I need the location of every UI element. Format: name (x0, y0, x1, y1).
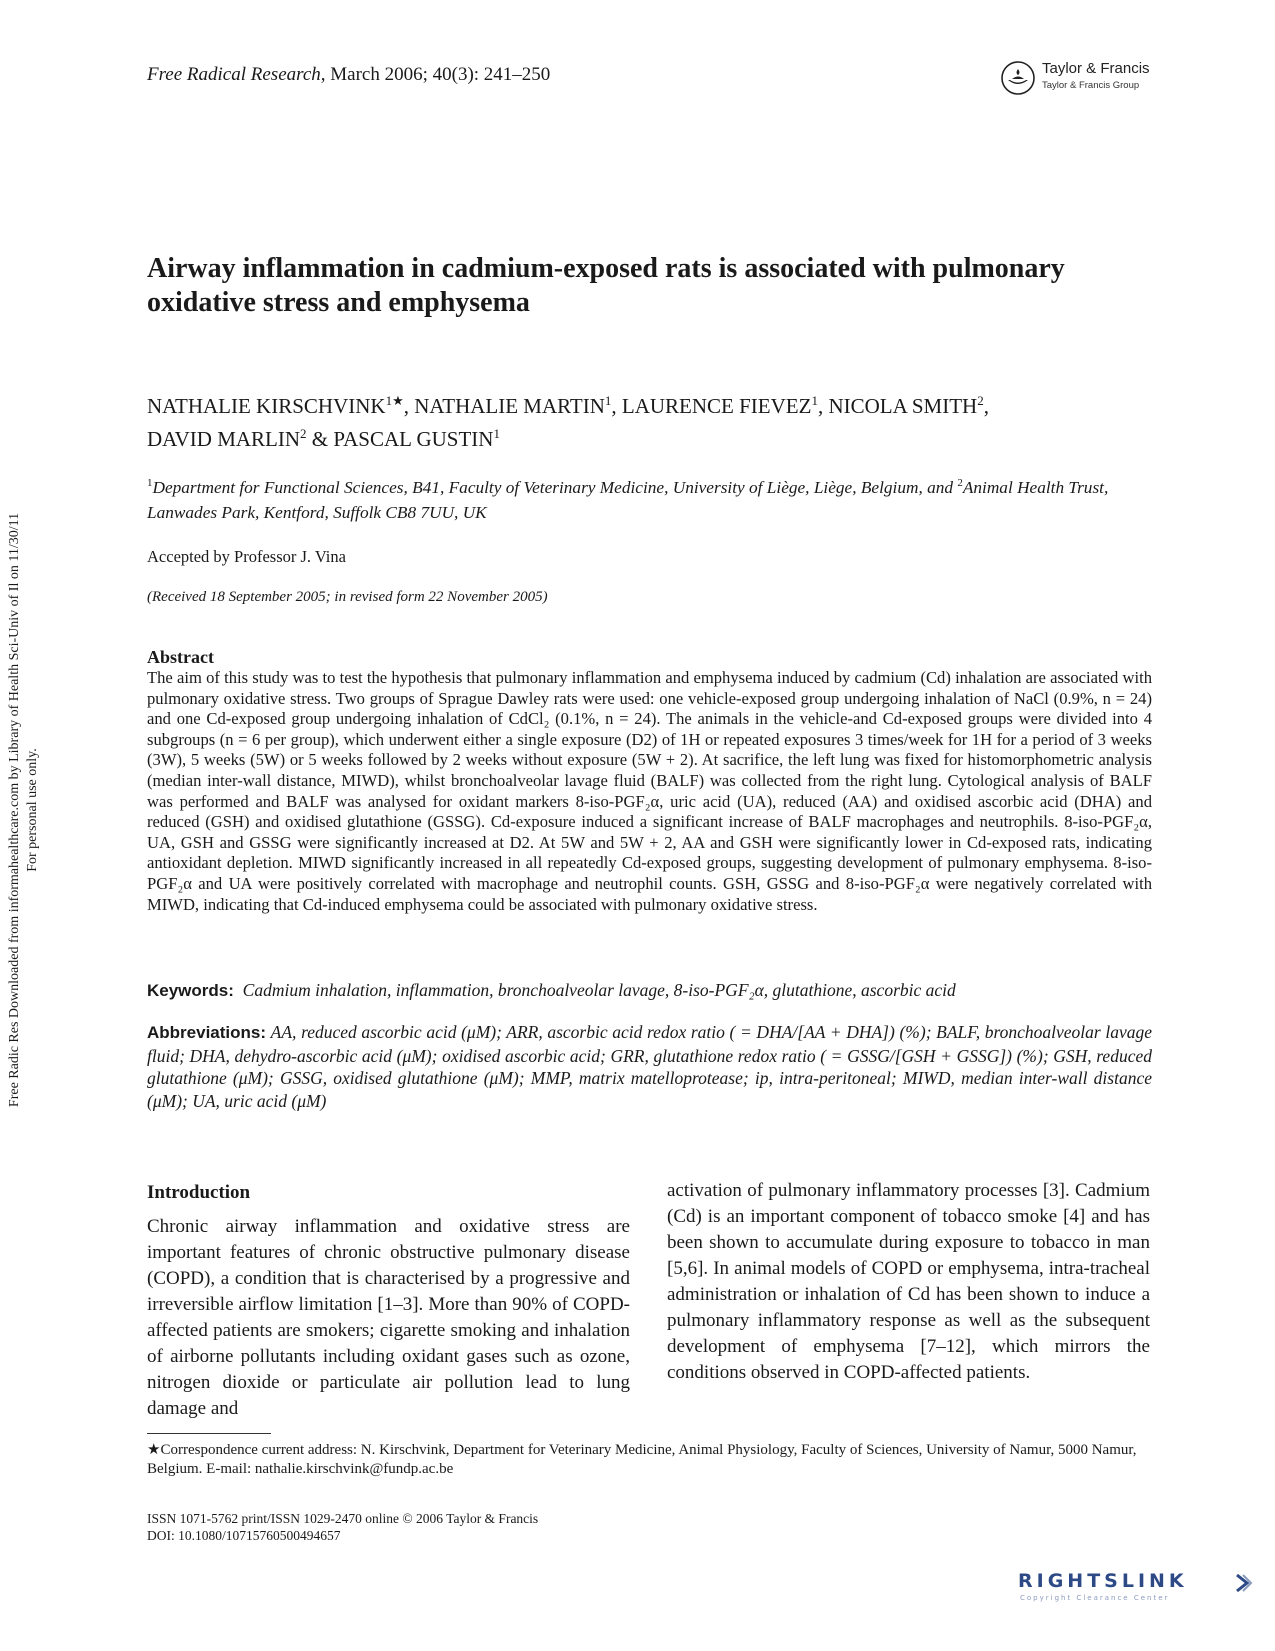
correspondence-footnote: ★Correspondence current address: N. Kirschvink, Department for Veterinary Medicine, Animal Physiology, Faculty of Sciences, University of Namur, 5000 Namur, Belgium. E-mail: nathalie.kirschvink@fundp.ac.be (147, 1442, 1137, 1477)
keywords-label: Keywords: (147, 981, 234, 1000)
abbreviations (147, 1021, 1152, 1112)
issn-line: ISSN 1071-5762 print/ISSN 1029-2470 online © 2006 Taylor & Francis (147, 1511, 539, 1526)
author-name: DAVID MARLIN (147, 427, 301, 451)
watermark-line-1: Free Radic Res Downloaded from informahealthcare.com by Library of Health Sci-Univ of Il on 11/30/11 (7, 512, 22, 1108)
watermark-line-2: For personal use only. (25, 748, 40, 872)
author-name: LAURENCE FIEVEZ (621, 394, 812, 418)
abbreviations-text: AA, reduced ascorbic acid (μM); ARR, ascorbic acid redox ratio ( = DHA/[AA + DHA]) (%); BALF, bronchoalveolar lavage fluid; DHA, dehydro-ascorbic acid (μM); oxidised ascorbic acid; GRR, glutathione redox ratio ( = GSSG/[GSH + GSSG]) (%); GSH, reduced glutathione (μM); GSSG, oxidised glutathione (μM); MMP, matrix matelloprotease; ip, intra-peritoneal; MIWD, median inter-wall distance (μM); UA, uric acid (μM) (147, 1022, 1152, 1111)
author-affil: 1 (604, 393, 612, 408)
doi-line: DOI: 10.1080/10715760500494657 (147, 1528, 341, 1543)
keywords-text: Cadmium inhalation, inflammation, bronchoalveolar lavage, 8-iso-PGF₂α, glutathione, ascorbic acid (242, 980, 956, 1000)
author-name: NATHALIE MARTIN (414, 394, 605, 418)
author-name: PASCAL GUSTIN (333, 427, 494, 451)
abstract-heading: Abstract (147, 647, 214, 667)
abbreviations-label: Abbreviations: (147, 1023, 267, 1042)
publisher-name: Taylor & Francis (1042, 60, 1150, 77)
author-affil: 1★ (385, 393, 404, 408)
accepted-by: Accepted by Professor J. Vina (147, 547, 346, 566)
rightslink-sub: Copyright Clearance Center (1020, 1594, 1170, 1602)
abstract-text: The aim of this study was to test the hypothesis that pulmonary inflammation and emphysema induced by cadmium (Cd) inhalation are associated with pulmonary oxidative stress. Two groups of Sprague Dawley rats were used: one vehicle-exposed group undergoing inhalation of NaCl (0.9%, n = 24) and one Cd-exposed group undergoing inhalation of CdCl₂ (0.1%, n = 24). The animals in the vehicle-and Cd-exposed groups were divided into 4 subgroups (n = 6 per group), which underwent either a single exposure (D2) of 1H or repeated exposures 3 times/week for 1H for a period of 3 weeks (3W), 5 weeks (5W) or 5 weeks followed by 2 weeks without exposure (5W + 2). At sacrifice, the left lung was fixed for histomorphometric analysis (median inter-wall distance, MIWD), whilst bronchoalveolar lavage fluid (BALF) was collected from the right lung. Cytological analysis of BALF was performed and BALF was analysed for oxidant markers 8-iso-PGF₂α, uric acid (UA), reduced (AA) and oxidised ascorbic acid (DHA) and reduced (GSH) and oxidised glutathione (GSSG). Cd-exposure induced a significant increase of BALF macrophages and neutrophils. 8-iso-PGF₂α, UA, GSH and GSSG were significantly increased at D2. At 5W and 5W + 2, AA and GSH were significantly lower in Cd-exposed rats, indicating antioxidant depletion. MIWD significantly increased in all repeatedly Cd-exposed groups, suggesting development of pulmonary emphysema. 8-iso-PGF₂α and UA were positively correlated with macrophage and neutrophil counts. GSH, GSSG and 8-iso-PGF₂α were negatively correlated with MIWD, indicating that Cd-induced emphysema could be associated with pulmonary oxidative stress. (147, 668, 1152, 914)
footnote-rule (147, 1433, 271, 1434)
received-dates: (Received 18 September 2005; in revised form 22 November 2005) (147, 589, 548, 605)
journal-name: Free Radical Research (147, 64, 321, 85)
affiliation-2: Animal Health Trust, Lanwades Park, Kentford, Suffolk CB8 7UU, UK (147, 477, 1109, 522)
affiliation-1: Department for Functional Sciences, B41, Faculty of Veterinary Medicine, University of Liège, Liège, Belgium, and (152, 477, 958, 497)
publisher-logo (1000, 58, 1160, 98)
issn-block (147, 1510, 538, 1544)
publisher-group: Taylor & Francis Group (1042, 80, 1140, 91)
author-name: NATHALIE KIRSCHVINK (147, 394, 386, 418)
introduction-heading: Introduction (147, 1182, 251, 1203)
author-list: NATHALIE $KIRSCHVINK^{1★}$, NATHALIE MARTIN$^1$, LAURENCE FIEVEZ$^1$, NICOLA SMITH$^2$, DAVID MARLIN$^2$ & PASCAL GUSTIN$^1$ (147, 393, 989, 451)
author-affil: 1 (811, 393, 818, 408)
author-affil: 2 (300, 426, 307, 441)
rightslink-label: RIGHTSLINK (1018, 1570, 1188, 1592)
intro-left-column: Chronic airway inflammation and oxidative stress are important features of chronic obstructive pulmonary disease (COPD), a condition that is characterised by a progressive and irreversible airflow limitation [1–3]. More than 90% of COPD-affected patients are smokers; cigarette smoking and inhalation of airborne pollutants including oxidant gases such as ozone, nitrogen dioxide or particulate air pollution lead to lung damage and (147, 1216, 630, 1419)
lamp-icon (1000, 60, 1036, 96)
download-watermark (6, 450, 42, 1170)
arrow-icon (1231, 1572, 1253, 1594)
article-title: Airway inflammation in cadmium-exposed rats is associated with pulmonary oxidative stress and emphysema (147, 253, 1065, 318)
affiliations: $^1$Department for Functional Sciences, B41, Faculty of Veterinary Medicine, University of Liège, Liège, Belgium, and $^2$Animal Health Trust, Lanwades Park, Kentford, Suffolk CB8 7UU, UK (147, 477, 1109, 522)
author-name: NICOLA SMITH (828, 394, 978, 418)
author-affil: 2 (977, 393, 984, 408)
journal-citation (147, 64, 550, 86)
author-affil: 1 (493, 426, 500, 441)
intro-right-column: activation of pulmonary inflammatory processes [3]. Cadmium (Cd) is an important component of tobacco smoke [4] and has been shown to accumulate during exposure to tobacco in man [5,6]. In animal models of COPD or emphysema, intra-tracheal administration or inhalation of Cd has been shown to induce a pulmonary inflammatory response as well as the subsequent development of emphysema [7–12], which mirrors the conditions observed in COPD-affected patients. (667, 1180, 1150, 1383)
keywords (147, 979, 1152, 1002)
rightslink-badge[interactable] (1018, 1570, 1258, 1610)
journal-issue: , March 2006; 40(3): 241–250 (320, 64, 551, 85)
